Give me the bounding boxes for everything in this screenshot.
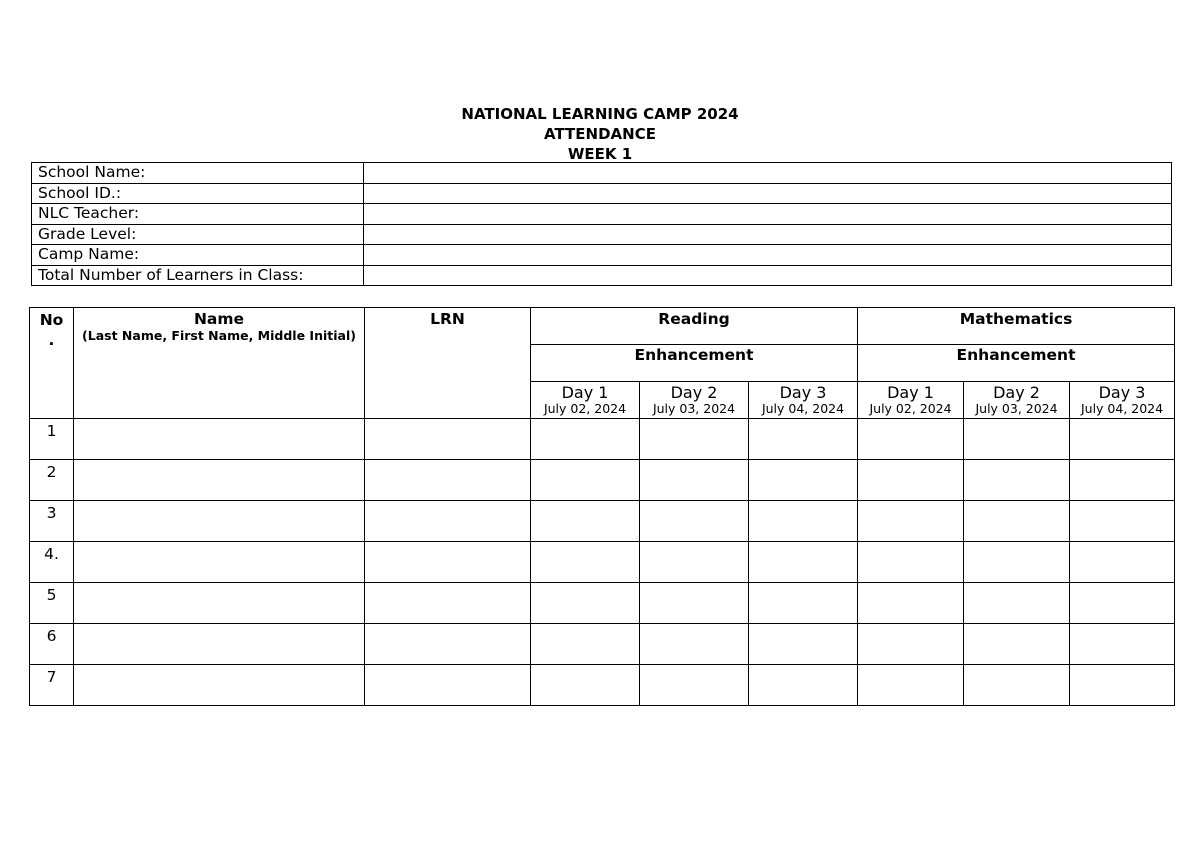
math-day3-cell[interactable] xyxy=(1070,583,1175,624)
table-row xyxy=(30,583,1175,624)
learner-name-cell[interactable] xyxy=(74,501,365,542)
reading-day1-cell[interactable] xyxy=(531,460,640,501)
reading-day1-cell[interactable] xyxy=(531,583,640,624)
table-row xyxy=(30,624,1175,665)
table-row xyxy=(30,460,1175,501)
learner-name-cell[interactable] xyxy=(74,624,365,665)
day-date: July 04, 2024 xyxy=(1080,401,1164,416)
header-lrn: LRN xyxy=(365,308,531,419)
day-label: Day 3 xyxy=(1098,383,1146,402)
math-day2-cell[interactable] xyxy=(964,583,1070,624)
header-math-day xyxy=(1070,382,1175,419)
info-label: Camp Name: xyxy=(32,245,364,266)
table-row xyxy=(30,419,1175,460)
attendance-rows xyxy=(30,419,1175,706)
info-row xyxy=(32,265,1172,286)
title-line-2: ATTENDANCE xyxy=(544,125,656,143)
header-math-enhancement: Enhancement xyxy=(858,345,1175,382)
reading-day1-cell[interactable] xyxy=(531,501,640,542)
reading-day3-cell[interactable] xyxy=(749,542,858,583)
math-day2-cell[interactable] xyxy=(964,501,1070,542)
info-value-field[interactable] xyxy=(364,265,1172,286)
info-row xyxy=(32,224,1172,245)
info-row xyxy=(32,204,1172,225)
info-value-field[interactable] xyxy=(364,224,1172,245)
header-math-day xyxy=(858,382,964,419)
table-row xyxy=(30,542,1175,583)
header-no-label: No xyxy=(39,311,64,329)
math-day1-cell[interactable] xyxy=(858,542,964,583)
math-day3-cell[interactable] xyxy=(1070,624,1175,665)
math-day1-cell[interactable] xyxy=(858,583,964,624)
day-label: Day 1 xyxy=(887,383,934,402)
header-name xyxy=(74,308,365,419)
math-day3-cell[interactable] xyxy=(1070,501,1175,542)
header-reading-day xyxy=(749,382,858,419)
learner-name-cell[interactable] xyxy=(74,583,365,624)
header-math-day xyxy=(964,382,1070,419)
day-date: July 04, 2024 xyxy=(761,401,845,416)
attendance-table xyxy=(29,307,1175,706)
row-number: 6 xyxy=(30,624,74,665)
lrn-cell[interactable] xyxy=(365,624,531,665)
header-no-dot: . xyxy=(48,331,55,349)
math-day1-cell[interactable] xyxy=(858,665,964,706)
header-reading: Reading xyxy=(531,308,858,345)
reading-day2-cell[interactable] xyxy=(640,460,749,501)
day-label: Day 2 xyxy=(993,383,1040,402)
header-reading-enhancement: Enhancement xyxy=(531,345,858,382)
header-mathematics: Mathematics xyxy=(858,308,1175,345)
reading-day2-cell[interactable] xyxy=(640,665,749,706)
row-number: 3 xyxy=(30,501,74,542)
math-day1-cell[interactable] xyxy=(858,460,964,501)
reading-day1-cell[interactable] xyxy=(531,419,640,460)
math-day1-cell[interactable] xyxy=(858,501,964,542)
document-title xyxy=(0,104,1200,164)
info-value-field[interactable] xyxy=(364,163,1172,184)
reading-day3-cell[interactable] xyxy=(749,624,858,665)
day-label: Day 3 xyxy=(779,383,827,402)
row-number: 4. xyxy=(30,542,74,583)
table-row xyxy=(30,501,1175,542)
day-date: July 03, 2024 xyxy=(652,401,736,416)
math-day2-cell[interactable] xyxy=(964,624,1070,665)
header-no xyxy=(30,308,74,419)
lrn-cell[interactable] xyxy=(365,419,531,460)
math-day2-cell[interactable] xyxy=(964,665,1070,706)
reading-day3-cell[interactable] xyxy=(749,419,858,460)
reading-day2-cell[interactable] xyxy=(640,583,749,624)
reading-day2-cell[interactable] xyxy=(640,501,749,542)
math-day3-cell[interactable] xyxy=(1070,665,1175,706)
school-info-table xyxy=(31,162,1172,286)
info-label: Grade Level: xyxy=(32,224,364,245)
math-day2-cell[interactable] xyxy=(964,542,1070,583)
row-number: 2 xyxy=(30,460,74,501)
info-row xyxy=(32,245,1172,266)
info-value-field[interactable] xyxy=(364,183,1172,204)
info-row xyxy=(32,183,1172,204)
title-line-3: WEEK 1 xyxy=(567,145,633,163)
math-day2-cell[interactable] xyxy=(964,419,1070,460)
lrn-cell[interactable] xyxy=(365,583,531,624)
reading-day1-cell[interactable] xyxy=(531,665,640,706)
math-day3-cell[interactable] xyxy=(1070,460,1175,501)
header-reading-day xyxy=(531,382,640,419)
day-date: July 02, 2024 xyxy=(543,401,627,416)
reading-day2-cell[interactable] xyxy=(640,624,749,665)
info-label: Total Number of Learners in Class: xyxy=(32,265,364,286)
header-reading-day xyxy=(640,382,749,419)
learner-name-cell[interactable] xyxy=(74,419,365,460)
info-label: School ID.: xyxy=(32,183,364,204)
math-day3-cell[interactable] xyxy=(1070,542,1175,583)
title-line-1: NATIONAL LEARNING CAMP 2024 xyxy=(461,105,739,123)
info-label: NLC Teacher: xyxy=(32,204,364,225)
reading-day2-cell[interactable] xyxy=(640,419,749,460)
day-date: July 02, 2024 xyxy=(869,401,952,416)
math-day1-cell[interactable] xyxy=(858,624,964,665)
table-row xyxy=(30,665,1175,706)
day-date: July 03, 2024 xyxy=(975,401,1058,416)
math-day2-cell[interactable] xyxy=(964,460,1070,501)
row-number: 7 xyxy=(30,665,74,706)
day-label: Day 2 xyxy=(670,383,718,402)
reading-day2-cell[interactable] xyxy=(640,542,749,583)
reading-day3-cell[interactable] xyxy=(749,501,858,542)
lrn-cell[interactable] xyxy=(365,665,531,706)
learner-name-cell[interactable] xyxy=(74,460,365,501)
row-number: 5 xyxy=(30,583,74,624)
learner-name-cell[interactable] xyxy=(74,665,365,706)
reading-day1-cell[interactable] xyxy=(531,624,640,665)
header-name-sub: (Last Name, First Name, Middle Initial) xyxy=(82,328,356,343)
info-label: School Name: xyxy=(32,163,364,184)
info-value-field[interactable] xyxy=(364,204,1172,225)
reading-day3-cell[interactable] xyxy=(749,460,858,501)
lrn-cell[interactable] xyxy=(365,501,531,542)
row-number: 1 xyxy=(30,419,74,460)
math-day1-cell[interactable] xyxy=(858,419,964,460)
reading-day3-cell[interactable] xyxy=(749,583,858,624)
reading-day3-cell[interactable] xyxy=(749,665,858,706)
info-value-field[interactable] xyxy=(364,245,1172,266)
info-row xyxy=(32,163,1172,184)
learner-name-cell[interactable] xyxy=(74,542,365,583)
math-day3-cell[interactable] xyxy=(1070,419,1175,460)
reading-day1-cell[interactable] xyxy=(531,542,640,583)
header-name-label: Name xyxy=(193,310,245,328)
lrn-cell[interactable] xyxy=(365,542,531,583)
lrn-cell[interactable] xyxy=(365,460,531,501)
day-label: Day 1 xyxy=(561,383,609,402)
